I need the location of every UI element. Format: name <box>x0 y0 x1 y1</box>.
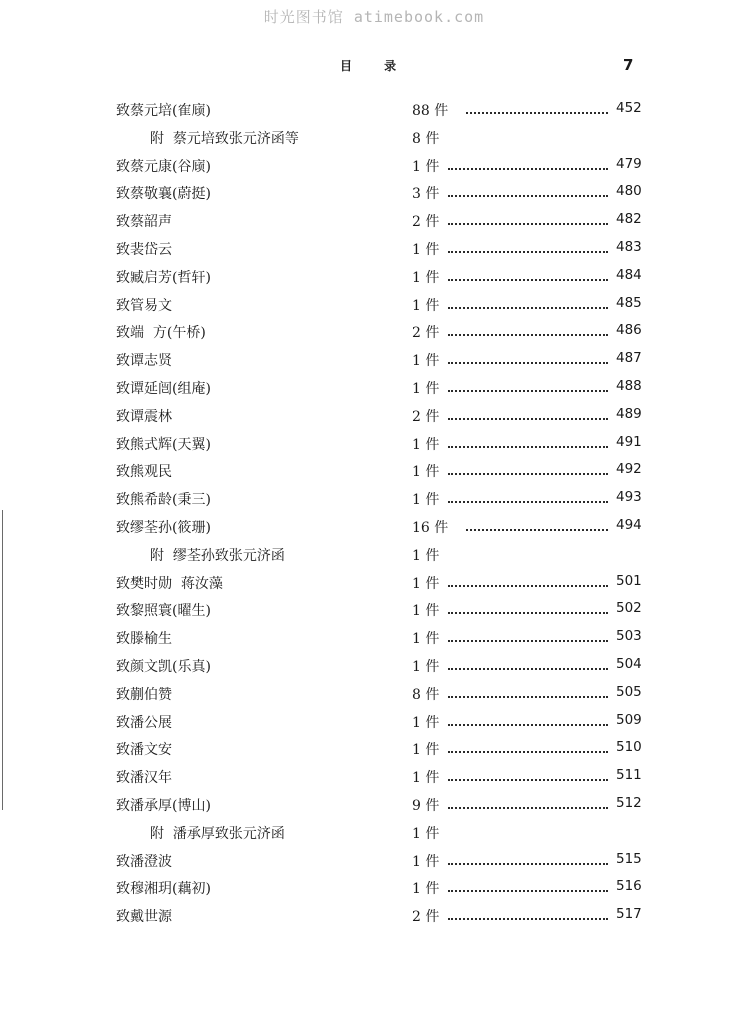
toc-entry-name: 致滕榆生 <box>116 631 172 648</box>
dot-leader <box>448 908 608 920</box>
dot-leader <box>448 797 608 809</box>
toc-entry-count: 1 件 <box>412 714 440 731</box>
dot-leader <box>448 213 608 225</box>
dot-leader <box>448 741 608 753</box>
dot-leader <box>448 269 608 281</box>
toc-entry-name: 致熊观民 <box>116 464 172 481</box>
toc-row <box>0 680 748 708</box>
dot-leader <box>448 352 608 364</box>
toc-entry-count: 1 件 <box>412 380 440 397</box>
toc-entry-count: 2 件 <box>412 408 440 425</box>
dot-leader <box>448 463 608 475</box>
dot-leader <box>466 102 608 114</box>
toc-entry-page: 491 <box>616 433 642 450</box>
toc-row <box>0 596 748 624</box>
toc-row <box>0 902 748 930</box>
dot-leader <box>448 630 608 642</box>
toc-entry-page: 493 <box>616 489 642 506</box>
toc-row <box>0 624 748 652</box>
toc-entry-count: 16 件 <box>412 519 449 536</box>
toc-row <box>0 430 748 458</box>
toc-row <box>0 152 748 180</box>
toc-entry-count: 1 件 <box>412 853 440 870</box>
toc-entry-page: 487 <box>616 350 642 367</box>
toc-entry-name: 致蔡敬襄(蔚挺) <box>116 186 211 203</box>
toc-entry-name: 致蒯伯赞 <box>116 686 172 703</box>
toc-entry-page: 503 <box>616 628 642 645</box>
toc-row <box>0 318 748 346</box>
toc-entry-count: 8 件 <box>412 686 440 703</box>
toc-entry-count: 1 件 <box>412 770 440 787</box>
toc-row <box>0 402 748 430</box>
toc-entry-name: 致谭震林 <box>116 408 172 425</box>
toc-appendix-row <box>0 541 748 569</box>
running-head-title: 目 录 <box>340 59 411 73</box>
dot-leader <box>448 436 608 448</box>
toc-entry-count: 9 件 <box>412 797 440 814</box>
toc-entry-page: 512 <box>616 794 642 811</box>
toc-entry-count: 1 件 <box>412 825 440 842</box>
toc-row <box>0 96 748 124</box>
toc-entry-name: 致缪荃孙(筱珊) <box>116 519 211 536</box>
toc-entry-name: 致端 方(午桥) <box>116 325 206 342</box>
toc-entry-count: 1 件 <box>412 631 440 648</box>
toc-entry-page: 511 <box>616 767 642 784</box>
toc-entry-page: 517 <box>616 906 642 923</box>
toc-entry-count: 1 件 <box>412 603 440 620</box>
toc-entry-name: 致谭延闿(组庵) <box>116 380 211 397</box>
dot-leader <box>448 769 608 781</box>
toc-entry-count: 1 件 <box>412 269 440 286</box>
toc-entry-page: 486 <box>616 322 642 339</box>
toc-entry-page: 509 <box>616 711 642 728</box>
toc-entry-name: 附 潘承厚致张元济函 <box>150 825 285 842</box>
toc-entry-name: 致潘承厚(博山) <box>116 797 211 814</box>
toc-entry-page: 492 <box>616 461 642 478</box>
toc-entry-page: 480 <box>616 183 642 200</box>
toc-appendix-row <box>0 124 748 152</box>
toc-entry-count: 1 件 <box>412 353 440 370</box>
toc-entry-name: 致潘澄波 <box>116 853 172 870</box>
dot-leader <box>448 686 608 698</box>
toc-entry-name: 致蔡韶声 <box>116 214 172 231</box>
toc-row <box>0 513 748 541</box>
dot-leader <box>448 241 608 253</box>
toc-row <box>0 263 748 291</box>
toc-row <box>0 179 748 207</box>
dot-leader <box>448 324 608 336</box>
toc-entry-count: 1 件 <box>412 436 440 453</box>
dot-leader <box>448 297 608 309</box>
dot-leader <box>448 380 608 392</box>
toc-entry-name: 致潘公展 <box>116 714 172 731</box>
toc-row <box>0 874 748 902</box>
dot-leader <box>448 658 608 670</box>
table-of-contents <box>0 96 748 930</box>
toc-entry-count: 2 件 <box>412 214 440 231</box>
toc-entry-name: 附 缪荃孙致张元济函 <box>150 547 285 564</box>
toc-row <box>0 374 748 402</box>
dot-leader <box>448 408 608 420</box>
toc-entry-name: 致管易文 <box>116 297 172 314</box>
toc-entry-count: 1 件 <box>412 241 440 258</box>
toc-row <box>0 735 748 763</box>
toc-entry-page: 483 <box>616 238 642 255</box>
dot-leader <box>448 185 608 197</box>
toc-entry-count: 1 件 <box>412 297 440 314</box>
toc-entry-count: 3 件 <box>412 186 440 203</box>
toc-entry-count: 1 件 <box>412 464 440 481</box>
toc-row <box>0 346 748 374</box>
toc-entry-page: 482 <box>616 211 642 228</box>
toc-entry-page: 485 <box>616 294 642 311</box>
dot-leader <box>448 158 608 170</box>
watermark-text: 时光图书馆 atimebook.com <box>263 8 485 26</box>
dot-leader <box>448 602 608 614</box>
toc-entry-count: 2 件 <box>412 325 440 342</box>
toc-entry-name: 致潘汉年 <box>116 770 172 787</box>
dot-leader <box>448 575 608 587</box>
dot-leader <box>448 491 608 503</box>
toc-entry-page: 501 <box>616 572 642 589</box>
toc-entry-name: 附 蔡元培致张元济函等 <box>150 130 299 147</box>
toc-entry-page: 479 <box>616 155 642 172</box>
toc-entry-count: 8 件 <box>412 130 440 147</box>
toc-row <box>0 235 748 263</box>
toc-entry-count: 2 件 <box>412 909 440 926</box>
toc-entry-name: 致蔡元康(谷庼) <box>116 158 211 175</box>
toc-row <box>0 457 748 485</box>
toc-entry-page: 452 <box>616 100 642 116</box>
toc-entry-page: 510 <box>616 739 642 756</box>
toc-entry-page: 484 <box>616 266 642 283</box>
toc-row <box>0 652 748 680</box>
toc-row <box>0 291 748 319</box>
toc-entry-name: 致臧启芳(哲轩) <box>116 269 211 286</box>
toc-entry-name: 致樊时勋 蒋汝藻 <box>116 575 223 592</box>
toc-entry-name: 致黎照寰(曜生) <box>116 603 211 620</box>
toc-entry-count: 88 件 <box>412 103 449 119</box>
toc-entry-page: 489 <box>616 405 642 422</box>
toc-row <box>0 207 748 235</box>
toc-entry-page: 488 <box>616 377 642 394</box>
toc-entry-name: 致颜文凯(乐真) <box>116 658 211 675</box>
dot-leader <box>448 714 608 726</box>
toc-entry-page: 504 <box>616 655 642 672</box>
dot-leader <box>448 880 608 892</box>
toc-entry-page: 505 <box>616 683 642 700</box>
toc-row <box>0 708 748 736</box>
toc-entry-count: 1 件 <box>412 881 440 898</box>
toc-entry-count: 1 件 <box>412 742 440 759</box>
toc-entry-name: 致熊式辉(天翼) <box>116 436 211 453</box>
toc-entry-page: 516 <box>616 878 642 895</box>
toc-entry-count: 1 件 <box>412 658 440 675</box>
toc-row <box>0 485 748 513</box>
toc-row <box>0 569 748 597</box>
toc-entry-count: 1 件 <box>412 547 440 564</box>
toc-entry-name: 致戴世源 <box>116 909 172 926</box>
toc-entry-count: 1 件 <box>412 158 440 175</box>
toc-entry-name: 致穆湘玥(藕初) <box>116 881 211 898</box>
toc-entry-count: 1 件 <box>412 492 440 509</box>
toc-row <box>0 791 748 819</box>
dot-leader <box>448 853 608 865</box>
toc-entry-count: 1 件 <box>412 575 440 592</box>
toc-row <box>0 763 748 791</box>
toc-entry-name: 致熊希龄(秉三) <box>116 492 211 509</box>
toc-entry-page: 494 <box>616 516 642 533</box>
page-number: 7 <box>623 56 634 74</box>
dot-leader <box>466 519 608 531</box>
toc-entry-name: 致蔡元培(隺庼) <box>116 103 211 119</box>
toc-appendix-row <box>0 819 748 847</box>
toc-entry-page: 515 <box>616 850 642 867</box>
toc-entry-page: 502 <box>616 600 642 617</box>
toc-entry-name: 致裴岱云 <box>116 241 172 258</box>
toc-entry-name: 致潘文安 <box>116 742 172 759</box>
toc-entry-name: 致谭志贤 <box>116 353 172 370</box>
toc-row <box>0 847 748 875</box>
